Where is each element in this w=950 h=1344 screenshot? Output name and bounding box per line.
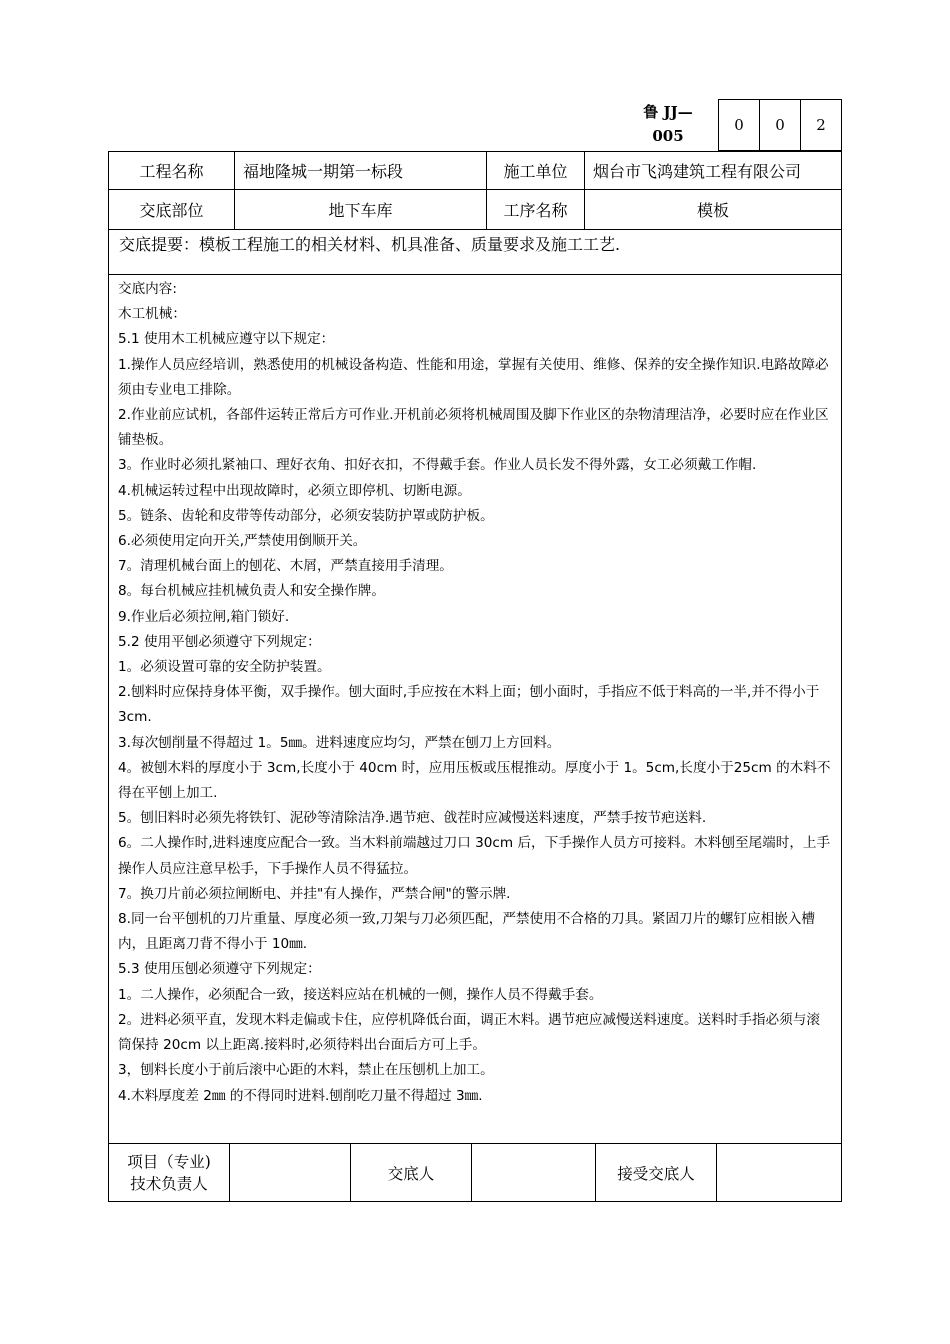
code-number-boxes: [718, 99, 842, 151]
content-paragraph: 木工机械：: [118, 306, 186, 323]
receiver-label: 接受交底人: [595, 1144, 716, 1201]
code-box-1: 0: [719, 100, 760, 150]
process-label: 工序名称: [486, 190, 584, 229]
code-box-2: 0: [760, 100, 801, 150]
content-paragraph: 4。被刨木料的厚度小于 3cm,长度小于 40cm 时，应用压板或压棍推动。厚度小于 1。5cm,长度小于25cm 的木料不得在平刨上加工.: [118, 759, 831, 802]
disclosure-content: [109, 275, 841, 1104]
code-box-3: 2: [816, 116, 826, 134]
content-paragraph: 6.必须使用定向开关,严禁使用倒顺开关。: [118, 533, 367, 550]
content-paragraph: 1。二人操作，必须配合一致，接送料应站在机械的一侧，操作人员不得戴手套。: [118, 986, 603, 1003]
receiver-value: [716, 1144, 841, 1201]
construction-unit-value: 烟台市飞鸿建筑工程有限公司: [584, 152, 841, 189]
content-paragraph: 8.同一台平刨机的刀片重量、厚度必须一致,刀架与刀必须匹配，严禁使用不合格的刀具。紧固刀片的螺钉应相嵌入槽内，且距离刀背不得小于 10㎜.: [118, 911, 815, 953]
content-paragraph: 2.作业前应试机，各部件运转正常后方可作业.开机前必须将机械周围及脚下作业区的杂物清理洁净，必要时应在作业区铺垫板。: [118, 407, 829, 449]
project-name-label: 工程名称: [139, 162, 204, 181]
content-paragraph: 5.1 使用木工机械应遵守以下规定：: [118, 331, 335, 348]
content-paragraph: 5.2 使用平刨必须遵守下列规定：: [118, 633, 321, 650]
process-info-row: [109, 190, 841, 230]
content-paragraph: 5。刨旧料时必须先将铁钉、泥砂等清除洁净.遇节疤、戗茬时应减慢送料速度，严禁手按节疤送料.: [118, 810, 707, 827]
document-code: [618, 100, 718, 150]
content-paragraph: 3，刨料长度小于前后滚中心距的木料，禁止在压刨机上加工。: [118, 1062, 494, 1079]
document-code-line2: 005: [652, 127, 684, 145]
technical-leader-value: [229, 1144, 350, 1201]
content-paragraph: 7。清理机械台面上的刨花、木屑，严禁直接用手清理。: [118, 558, 453, 575]
discloser-value: [471, 1144, 595, 1201]
signature-row: [109, 1143, 841, 1201]
content-paragraph: 8。每台机械应挂机械负责人和安全操作牌。: [118, 583, 385, 600]
content-paragraph: 3。作业时必须扎紧袖口、理好衣角、扣好衣扣，不得戴手套。作业人员长发不得外露，女工必须戴工作帽.: [118, 457, 757, 474]
content-paragraph: 交底内容:: [118, 281, 177, 297]
discloser-label: 交底人: [350, 1144, 471, 1201]
disclosure-table: [108, 151, 842, 1202]
content-paragraph: 1。必须设置可靠的安全防护装置。: [118, 659, 331, 676]
content-paragraph: 9.作业后必须拉闸,箱门锁好.: [118, 608, 290, 625]
project-info-row: [109, 152, 841, 190]
content-paragraph: 2.刨料时应保持身体平衡，双手操作。刨大面时,手应按在木料上面；刨小面时，手指应不低于料高的一半,并不得小于 3cm.: [118, 684, 820, 726]
project-name-value: 福地隆城一期第一标段: [234, 152, 486, 189]
content-paragraph: 5.3 使用压刨必须遵守下列规定：: [118, 961, 321, 978]
technical-leader-label-line2: 技术负责人: [130, 1174, 208, 1193]
location-value: 地下车库: [234, 190, 486, 229]
disclosure-summary: 交底提要：模板工程施工的相关材料、机具准备、质量要求及施工工艺.: [109, 230, 841, 275]
content-paragraph: 6。二人操作时,进料速度应配合一致。当木料前端越过刀口 30cm 后，下手操作人员方可接料。木料刨至尾端时，上手操作人员应注意早松手，下手操作人员不得猛拉。: [118, 835, 831, 877]
content-paragraph: 4.木料厚度差 2㎜ 的不得同时进料.刨削吃刀量不得超过 3㎜.: [118, 1087, 483, 1104]
document-code-line1: 鲁 JJ—: [643, 103, 693, 121]
content-paragraph: 5。链条、齿轮和皮带等传动部分，必须安装防护罩或防护板。: [118, 507, 494, 524]
content-paragraph: 3.每次刨削量不得超过 1。5㎜。进料速度应均匀，严禁在刨刀上方回料。: [118, 734, 561, 751]
location-label: 交底部位: [139, 201, 204, 220]
construction-unit-label: 施工单位: [486, 152, 584, 189]
content-paragraph: 1.操作人员应经培训，熟悉使用的机械设备构造、性能和用途，掌握有关使用、维修、保养的安全操作知识.电路故障必须由专业电工排除。: [118, 356, 829, 398]
content-paragraph: 4.机械运转过程中出现故障时，必须立即停机、切断电源。: [118, 482, 471, 499]
content-paragraph: 2。进料必须平直，发现木料走偏或卡住，应停机降低台面，调正木料。遇节疤应减慢送料速度。送料时手指必须与滚筒保持 20cm 以上距离.接料时,必须待料出台面后方可上手。: [118, 1011, 820, 1054]
content-paragraph: 7。换刀片前必须拉闸断电、并挂"有人操作，严禁合闸"的警示牌.: [118, 885, 511, 902]
technical-leader-label: [109, 1144, 229, 1201]
technical-leader-label-line1: 项目（专业): [127, 1152, 211, 1171]
process-value: 模板: [584, 190, 841, 229]
